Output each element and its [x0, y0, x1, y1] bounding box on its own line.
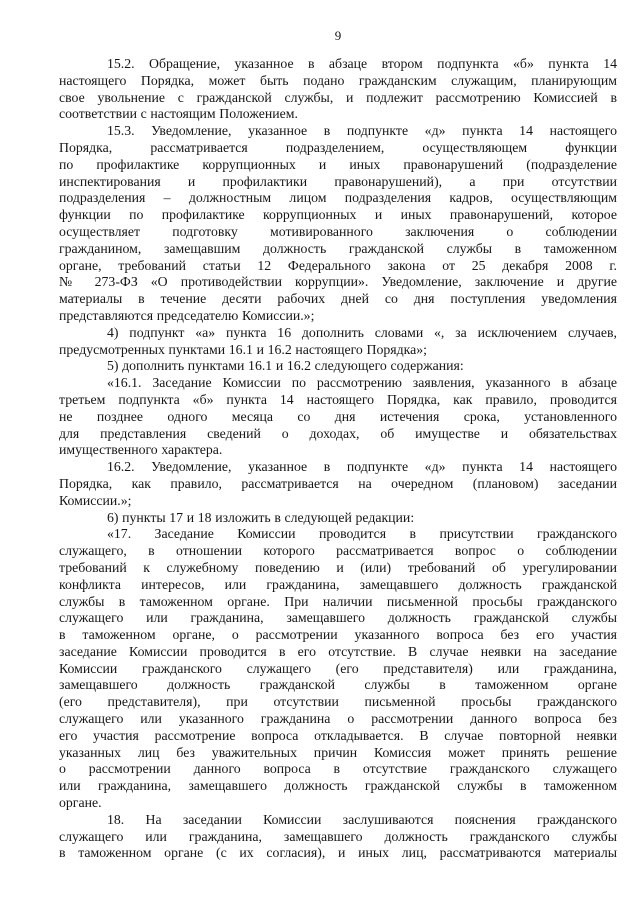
document-line: для представления сведений о доходах, об имуществе и обязательствах — [59, 425, 617, 441]
paragraph — [59, 123, 617, 325]
document-line: 16.2. Уведомление, указанное в подпункте «д» пункта 14 настоящего — [107, 459, 617, 475]
document-line: имущественного характера. — [59, 442, 223, 458]
paragraph — [59, 812, 617, 862]
document-line: конфликта интересов, или гражданина, замещавшего должность гражданской — [59, 576, 617, 592]
document-line: 5) дополнить пунктами 16.1 и 16.2 следующего содержания: — [107, 358, 464, 374]
document-line: его участия рассмотрение вопроса откладывается. В случае повторной неявки — [59, 727, 617, 743]
document-line: осуществляет подготовку мотивированного заключения о соблюдении — [59, 223, 617, 239]
document-line: (его представителя), при отсутствии письменной просьбы гражданского — [59, 694, 617, 710]
paragraph — [59, 358, 617, 375]
document-line: служащего, в отношении которого рассматривается вопрос о соблюдении — [59, 543, 617, 559]
document-line: инспектирования и профилактики правонарушений), а при отсутствии — [59, 173, 617, 189]
document-line: «16.1. Заседание Комиссии по рассмотрению заявления, указанного в абзаце — [107, 375, 617, 391]
paragraph — [59, 375, 617, 459]
document-line: в таможенном органе (с их согласия), и иных лиц, рассматриваются материалы — [59, 845, 617, 861]
paragraph — [59, 459, 617, 509]
document-line: 15.2. Обращение, указанное в абзаце втором подпункта «б» пункта 14 — [107, 56, 617, 71]
document-line: заседание Комиссии проводится в его отсутствие. В случае неявки на заседание — [59, 643, 617, 659]
document-line: указанных лиц без уважительных причин Комиссия может принять решение — [59, 744, 617, 760]
document-line: материалы в течение десяти рабочих дней со дня поступления уведомления — [59, 291, 617, 307]
document-line: 15.3. Уведомление, указанное в подпункте «д» пункта 14 настоящего — [107, 123, 617, 139]
document-line: органе. — [59, 795, 102, 811]
document-line: соответствии с настоящим Положением. — [59, 106, 298, 122]
document-line: замещавшего должность гражданской службы в таможенном органе — [59, 677, 617, 693]
document-line: 6) пункты 17 и 18 изложить в следующей редакции: — [107, 509, 415, 525]
document-line: по профилактике коррупционных и иных правонарушений (подразделение — [59, 156, 617, 172]
document-line: служащего или гражданина, замещавшего должность гражданского службы — [59, 828, 617, 844]
document-line: функции по профилактике коррупционных и иных правонарушений, которое — [59, 207, 617, 223]
document-line: подразделения – должностным лицом подразделения кадров, осуществляющим — [59, 190, 617, 206]
document-line: служащего или гражданина, замещавшего должность гражданской службы — [59, 610, 617, 626]
document-line: Порядка, рассматривается подразделением, осуществляющем функции — [59, 139, 617, 155]
document-line: или гражданина, замещавшего должность гражданской службы в таможенном — [59, 778, 617, 794]
document-line: свое увольнение с гражданской службы, и подлежит рассмотрению Комиссией в — [59, 89, 617, 105]
document-line: настоящего Порядка, может быть подано гражданским служащим, планирующим — [59, 72, 617, 88]
document-line: № 273-ФЗ «О противодействии коррупции». Уведомление, заключение и другие — [59, 274, 617, 290]
document-line: не позднее одного месяца со дня истечения срока, установленного — [59, 408, 617, 424]
document-line: Порядка, как правило, рассматривается на очередном (плановом) заседании — [59, 475, 617, 491]
document-line: «17. Заседание Комиссии проводится в присутствии гражданского — [107, 526, 617, 542]
paragraph — [59, 526, 617, 812]
document-line: предусмотренных пунктами 16.1 и 16.2 настоящего Порядка»; — [59, 341, 427, 357]
document-line: в таможенном органе, о рассмотрении указанного вопроса без его участия — [59, 627, 617, 643]
document-line: 4) подпункт «а» пункта 16 дополнить словами «, за исключением случаев, — [107, 324, 617, 340]
document-line: третьем подпункта «б» пункта 14 настоящего Порядка, как правило, проводится — [59, 391, 617, 407]
document-line: гражданином, замещавшим должность гражданской службы в таможенном — [59, 240, 617, 256]
document-line: 18. На заседании Комиссии заслушиваются пояснения гражданского — [107, 811, 617, 827]
document-line: органе, требований статьи 12 Федерального закона от 25 декабря 2008 г. — [59, 257, 617, 273]
document-line: Комиссии.»; — [59, 492, 132, 508]
document-line: о рассмотрении данного вопроса в отсутствие гражданского служащего — [59, 761, 617, 777]
document-line: Комиссии гражданского служащего (его представителя) или гражданина, — [59, 660, 617, 676]
paragraph — [59, 510, 617, 527]
document-line: требований к служебному поведению и (или) требований об урегулировании — [59, 559, 617, 575]
document-line: представляются председателю Комиссии.»; — [59, 307, 315, 323]
page-number: 9 — [334, 28, 342, 43]
document-body — [59, 56, 617, 862]
document-line: службы в таможенном органе. При наличии письменной просьбы гражданского — [59, 593, 617, 609]
paragraph — [59, 325, 617, 359]
paragraph — [59, 56, 617, 123]
document-line: служащего или указанного гражданина о рассмотрении данного вопроса без — [59, 711, 617, 727]
